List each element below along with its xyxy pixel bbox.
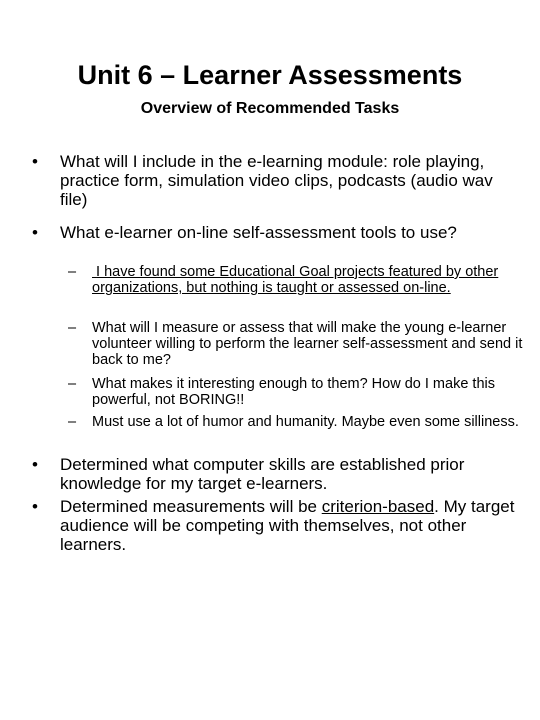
bullet-marker: • <box>32 455 38 474</box>
bullet-text: Determined what computer skills are established prior knowledge for my target e-learners. <box>60 455 465 493</box>
bullet-text-after: . My target audience will be competing with themselves, not other learners. <box>60 497 515 554</box>
bullet-text: What e-learner on-line self-assessment tools to use? <box>60 223 457 242</box>
sub-bullet-text: What will I measure or assess that will make the young e-learner volunteer willing to perform the learner self-assessment and send it back to me? <box>92 320 523 368</box>
bullet-text: What will I include in the e-learning module: role playing, practice form, simulation video clips, podcasts (audio wav file) <box>60 152 493 209</box>
sub-bullet-item <box>68 264 523 296</box>
sub-bullet-item <box>68 414 523 430</box>
bullet-item <box>32 152 522 209</box>
bullet-item <box>32 223 522 242</box>
slide-subtitle: Overview of Recommended Tasks <box>140 100 400 117</box>
sub-bullet-marker: – <box>68 376 77 392</box>
sub-bullet-text-body: I have found some Educational Goal projects featured by other organizations, but nothing is taught or assessed on-line. <box>92 264 499 296</box>
bullet-text <box>60 497 522 554</box>
bullet-text-before: Determined measurements will be <box>60 497 322 516</box>
sub-bullet-text: Must use a lot of humor and humanity. Maybe even some silliness. <box>92 414 519 430</box>
sub-bullet-marker: – <box>68 264 77 280</box>
sub-bullet-item <box>68 376 523 408</box>
bullet-marker: • <box>32 497 38 516</box>
bullet-item <box>32 497 522 554</box>
sub-bullet-item <box>68 320 523 368</box>
bullet-marker: • <box>32 152 38 171</box>
criterion-based-underlined: criterion-based <box>321 497 435 516</box>
bullet-item <box>32 455 522 493</box>
sub-bullet-text <box>92 264 523 296</box>
slide-title: Unit 6 – Learner Assessments <box>77 60 463 90</box>
bullet-marker: • <box>32 223 38 242</box>
sub-bullet-text: What makes it interesting enough to them? How do I make this powerful, not BORING!! <box>92 376 495 408</box>
sub-bullet-marker: – <box>68 320 77 336</box>
sub-bullet-marker: – <box>68 414 77 430</box>
